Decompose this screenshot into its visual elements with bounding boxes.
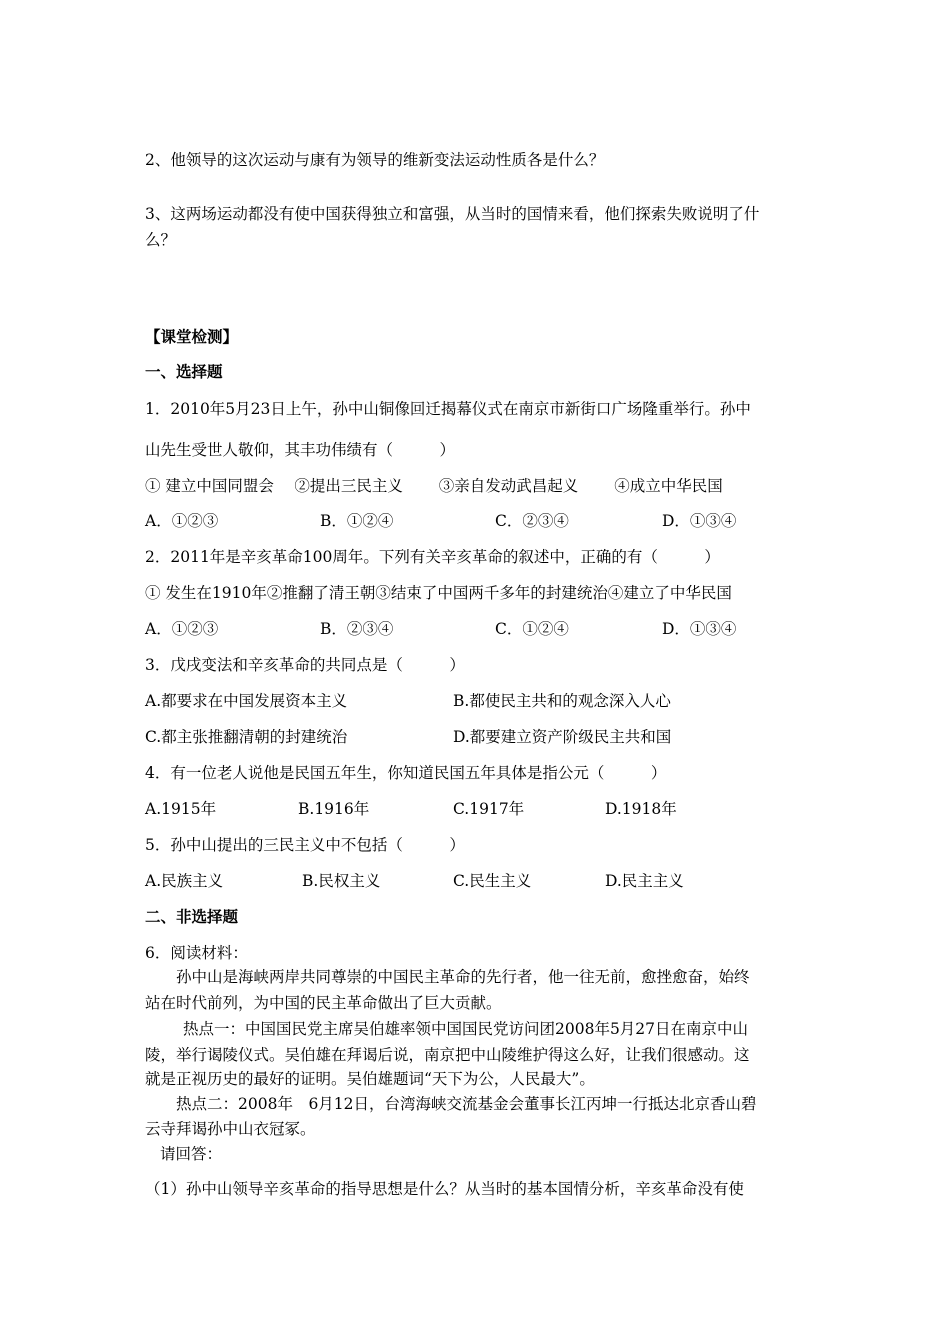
q1-stem-line1: 1．2010年5月23日上午，孙中山铜像回迁揭幕仪式在南京市新街口广场隆重举行。孙中	[145, 400, 751, 418]
q4-option-c: C.1917年	[453, 800, 525, 818]
q6-para2-line3: 就是正视历史的最好的证明。吴伯雄题词“天下为公，人民最大”。	[145, 1070, 595, 1088]
q3-stem: 3．戊戌变法和辛亥革命的共同点是（ ）	[145, 656, 465, 674]
q6-sub1-line1: （1）孙中山领导辛亥革命的指导思想是什么？从当时的基本国情分析，辛亥革命没有使	[145, 1180, 744, 1198]
q2-items: ① 发生在1910年②推翻了清王朝③结束了中国两千多年的封建统治④建立了中华民国	[145, 584, 732, 602]
part1-title: 一、选择题	[145, 362, 223, 381]
q2-stem: 2．2011年是辛亥革命100周年。下列有关辛亥革命的叙述中，正确的有（ ）	[145, 548, 720, 566]
section-title: 【课堂检测】	[145, 327, 239, 346]
q6-para1-line2: 站在时代前列，为中国的民主革命做出了巨大贡献。	[145, 994, 502, 1012]
q2-option-c: C．①②④	[495, 620, 569, 638]
part2-title: 二、非选择题	[145, 907, 239, 926]
q2-option-b: B．②③④	[320, 620, 394, 638]
q4-stem: 4．有一位老人说他是民国五年生，你知道民国五年具体是指公元（ ）	[145, 764, 667, 782]
q6-para3-line2: 云寺拜谒孙中山衣冠冢。	[145, 1120, 316, 1138]
q5-option-a: A.民族主义	[145, 872, 224, 890]
q6-para2-line1: 热点一：中国国民党主席吴伯雄率领中国国民党访问团2008年5月27日在南京中山	[183, 1020, 749, 1038]
q3-option-b: B.都使民主共和的观念深入人心	[453, 692, 671, 710]
q3-option-a: A.都要求在中国发展资本主义	[145, 692, 348, 710]
q1-option-b: B．①②④	[320, 512, 394, 530]
q5-option-d: D.民主主义	[605, 872, 684, 890]
q6-title: 6．阅读材料：	[145, 944, 248, 962]
q5-stem: 5．孙中山提出的三民主义中不包括（ ）	[145, 836, 465, 854]
q6-ask: 请回答：	[160, 1145, 223, 1163]
q3-option-c: C.都主张推翻清朝的封建统治	[145, 728, 348, 746]
q6-para3-line1: 热点二：2008年 6月12日，台湾海峡交流基金会董事长江丙坤一行抵达北京香山碧	[176, 1095, 757, 1113]
q2-option-d: D．①③④	[662, 620, 737, 638]
q1-option-c: C．②③④	[495, 512, 569, 530]
q2-option-a: A．①②③	[145, 620, 219, 638]
q3-option-d: D.都要建立资产阶级民主共和国	[453, 728, 672, 746]
q4-option-d: D.1918年	[605, 800, 677, 818]
q1-option-a: A．①②③	[145, 512, 219, 530]
q6-para1-line1: 孙中山是海峡两岸共同尊崇的中国民主革命的先行者，他一往无前，愈挫愈奋，始终	[176, 968, 750, 986]
q4-option-b: B.1916年	[298, 800, 370, 818]
question-3-text-line1: 3、这两场运动都没有使中国获得独立和富强，从当时的国情来看，他们探索失败说明了什	[145, 205, 760, 223]
q6-para2-line2: 陵，举行谒陵仪式。吴伯雄在拜谒后说，南京把中山陵维护得这么好，让我们很感动。这	[145, 1046, 750, 1064]
q5-option-c: C.民生主义	[453, 872, 532, 890]
q5-option-b: B.民权主义	[302, 872, 381, 890]
q1-option-d: D．①③④	[662, 512, 737, 530]
question-3-text-line2: 么？	[145, 231, 177, 249]
q1-stem-line2: 山先生受世人敬仰，其丰功伟绩有（ ）	[145, 441, 456, 459]
q1-items: ① 建立中国同盟会 ②提出三民主义 ③亲自发动武昌起义 ④成立中华民国	[145, 477, 723, 495]
question-2-text: 2、他领导的这次运动与康有为领导的维新变法运动性质各是什么？	[145, 151, 605, 169]
q4-option-a: A.1915年	[145, 800, 217, 818]
